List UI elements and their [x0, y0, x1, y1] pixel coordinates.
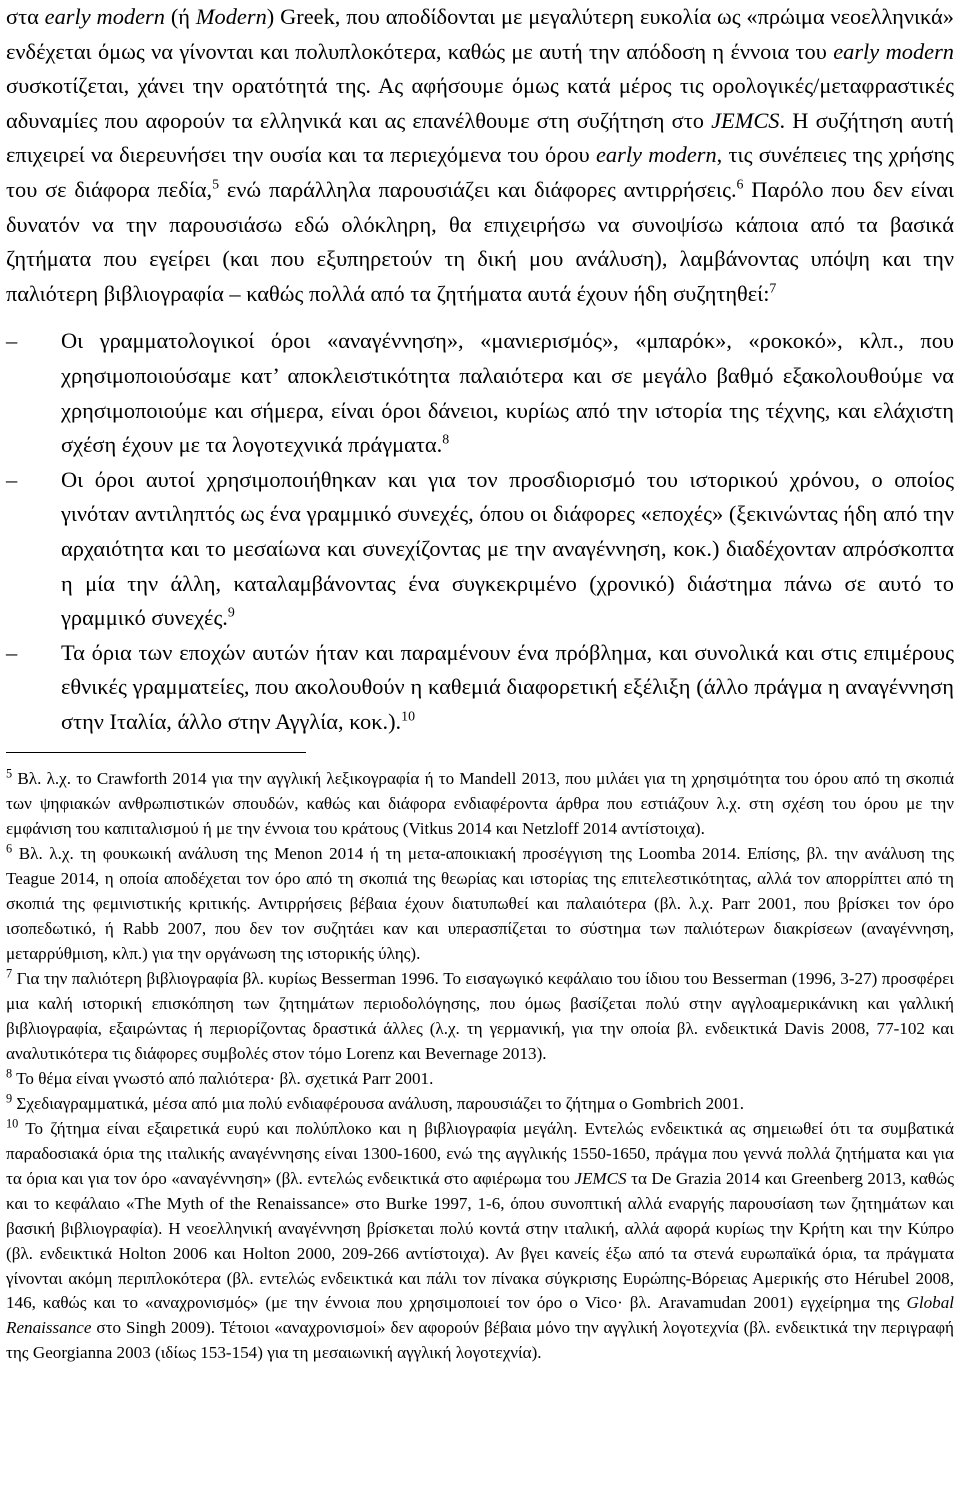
footnote-ref: 6: [736, 177, 744, 193]
text-run: Οι γραμματολογικοί όροι «αναγέννηση», «μανιερισμός», «μπαρόκ», «ροκοκό», κλπ., που χρησιμοποιούσαμε κατ’ αποκλειστικότητα παλαιότερα και σε μεγάλο βαθμό εξακολουθούμε να χρησιμοποιούμε και σήμερα, είναι όροι δάνειοι, κυρίως από την ιστορία της τέχνης, και ελάχιστη σχέση έχουν με τα λογοτεχνικά πράγματα.: [61, 328, 954, 458]
footnote-ref: 8: [6, 1066, 13, 1081]
italic-term: JEMCS: [574, 1168, 627, 1188]
italic-term: Modern: [195, 4, 267, 29]
text-run: ενώ παράλληλα παρουσιάζει και διάφορες αντιρρήσεις.: [219, 176, 737, 202]
footnote-ref: 10: [6, 1116, 19, 1131]
footnote: [6, 1067, 954, 1092]
text-run: Το ζήτημα είναι εξαιρετικά ευρύ και πολύπλοκο και η βιβλιογραφία μεγάλη. Εντελώς ενδεικτικά ας σημειωθεί ότι τα συμβατικά παραδοσιακά όρια της ιταλικής αναγέννησης είναι 1300-1600, ενώ της αγγλικής 1550-1650, πράγμα που γεννά πολλά ζητήματα και για τα όρια και για τον όρο «αναγέννηση» (βλ. εντελώς ενδεικτικά στο αφιέρωμα του: [6, 1118, 954, 1188]
list-item: [6, 636, 954, 740]
footnote-ref: 9: [227, 605, 235, 621]
list-item-text: [61, 467, 954, 630]
paragraph: [6, 0, 954, 311]
list-item-text: [61, 328, 954, 457]
footnote-ref: 8: [442, 432, 450, 448]
footnote-ref: 7: [6, 966, 13, 981]
footnote-ref: 5: [212, 177, 220, 193]
text-run: Το θέμα είναι γνωστό από παλιότερα· βλ. σχετικά Parr 2001.: [12, 1068, 434, 1088]
text-run: Τα όρια των εποχών αυτών ήταν και παραμένουν ένα πρόβλημα, και συνολικά και στις επιμέρους εθνικές γραμματείες, που ακολουθούν η καθεμιά διαφορετική εξέλιξη (άλλο πράγμα η αναγέννηση στην Ιταλία, άλλο στην Αγγλία, κοκ.).: [61, 639, 954, 734]
dash-bullet: –: [6, 328, 18, 354]
footnotes: [6, 767, 954, 1366]
text-run: (ή: [164, 4, 196, 29]
footnote-ref: 6: [6, 841, 13, 856]
list-item: [6, 463, 954, 636]
document-page: [6, 0, 954, 1366]
footnote-ref: 9: [6, 1091, 13, 1106]
italic-term: JEMCS: [711, 107, 780, 133]
footnote-ref: 5: [6, 766, 13, 781]
text-run: Για την παλιότερη βιβλιογραφία βλ. κυρίως Besserman 1996. Το εισαγωγικό κεφάλαιο του ίδιου του Besserman (1996, 3-27) προσφέρει μια καλή ιστορική επισκόπηση των ζητημάτων περιοδολόγησης, που όμως βασίζεται πολύ στην αγγλοαμερικάνικη και γαλλική βιβλιογραφία, εξαιρώντας ή περιορίζοντας δραστικά άλλες (λ.χ. τη γερμανική, για την οποία βλ. ενδεικτικά Davis 2008, 77-102 και αναλυτικότερα τις διάφορες συμβολές στον τόμο Lorenz και Bevernage 2013).: [6, 969, 954, 1063]
italic-term: early modern: [44, 4, 165, 29]
text-run: Βλ. λ.χ. τη φουκωική ανάλυση της Menon 2014 ή τη μετα-αποικιακή προσέγγιση της Loomba 2014. Επίσης, βλ. την ανάλυση της Teague 2014, η οποία αποδέχεται τον όρο από τη σκοπιά της θεωρίας και ιστορίας της επιτελεστικότητας, αλλά τον απορρίπτει από τη σκοπιά της φεμινιστικής κριτικής. Αντιρρήσεις βέβαια έχουν διατυπωθεί και παλαιότερα (βλ. λ.χ. Parr 2001, που βρίσκει τον όρο ισοπεδωτικό, ή Rabb 2007, που δεν τον συζητάει καν και υπερασπίζεται το σύστημα των παλιότερων διακρίσεων (αναγέννηση, μεταρρύθμιση, κλπ.) για την οργάνωση της ιστορικής ύλης).: [6, 844, 954, 964]
text-run: ) Greek, που αποδίδονται με μεγαλύτερη ευκολία ως «πρώιμα νεοελληνικά» ενδέχεται όμως να γίνονται και πολυπλοκότερα, καθώς με αυτή την απόδοση η έννοια του: [6, 4, 954, 64]
text-run: , τις συνέπειες της χρήσης του σε διάφορα πεδία,: [6, 142, 954, 202]
text-run: στο Singh 2009). Τέτοιοι «αναχρονισμοί» δεν αφορούν βέβαια μόνο την αγγλική λογοτεχνία (βλ. ενδεικτικά την περιγραφή της Georgianna 2003 (ιδίως 153-154) για τη μεσαιωνική αγγλική λογοτεχνία).: [6, 1318, 954, 1363]
text-run: Βλ. λ.χ. το Crawforth 2014 για την αγγλική λεξικογραφία ή το Mandell 2013, που μιλάει για τη χρησιμότητα του όρου από τη σκοπιά των ψηφιακών ανθρωπιστικών σπουδών, καθώς και διάφορα ενδιαφέροντα άρθρα που εστιάζουν λ.χ. στη σχέση του όρου με την εμφάνιση του καπιταλισμού ή με την έννοια του κράτους (Vitkus 2014 και Netzloff 2014 αντίστοιχα).: [6, 769, 954, 839]
footnote: [6, 842, 954, 967]
footnote-ref: 7: [769, 281, 777, 297]
text-run: . Η συζήτηση αυτή επιχειρεί να διερευνήσει την ουσία και τα περιεχόμενα του όρου: [6, 107, 955, 168]
text-run: συσκοτίζεται, χάνει την ορατότητά της. Ας αφήσουμε όμως κατά μέρος τις ορολογικές/μεταφραστικές αδυναμίες που αφορούν τα ελληνικά και ας επανέλθουμε στη συζήτηση στο: [6, 73, 954, 133]
text-run: Σχεδιαγραμματικά, μέσα από μια πολύ ενδιαφέρουσα ανάλυση, παρουσιάζει το ζήτημα ο Gombrich 2001.: [12, 1093, 745, 1113]
footnote: [6, 767, 954, 842]
dash-bullet: –: [6, 639, 18, 665]
text-run: Παρόλο που δεν είναι δυνατόν να την παρουσιάσω εδώ ολόκληρη, θα επιχειρήσω να συνοψίσω κάποια από τα βασικά ζητήματα που εγείρει (και που εξυπηρετούν τη δική μου ανάλυση), λαμβάνοντας υπόψη και την παλιότερη βιβλιογραφία – καθώς πολλά από τα ζητήματα αυτά έχουν ήδη συζητηθεί:: [6, 176, 955, 306]
main-text: [6, 0, 954, 739]
footnote: [6, 967, 954, 1067]
italic-term: Global Renaissance: [6, 1293, 954, 1338]
list-item-text: [61, 640, 954, 734]
italic-term: early modern: [833, 38, 954, 64]
text-run: στα: [6, 4, 45, 29]
footnote: [6, 1117, 954, 1367]
footnote-separator: [6, 752, 306, 753]
footnote: [6, 1092, 954, 1117]
list-item: [6, 324, 954, 462]
italic-term: early modern: [595, 142, 717, 168]
text-run: τα De Grazia 2014 και Greenberg 2013, καθώς και το κεφάλαιο «The Myth of the Renaissance» στο Burke 1997, 1-6, όπου συνοπτική αλλά εναργής παρουσίαση των ζητημάτων και βασική βιβλιογραφία). Η νεοελληνική αναγέννηση βρίσκεται πολύ κοντά στην ιταλική, αλλά αφορά κυρίως την Κρήτη και την Κύπρο (βλ. ενδεικτικά Holton 2006 και Holton 2000, 209-266 αντίστοιχα). Αν βγει κανείς έξω από τα στενά ευρωπαϊκά όρια, τα πράγματα γίνονται ακόμη περιπλοκότερα (βλ. εντελώς ενδεικτικά και πάλι τον πίνακα σύγκρισης Ευρώπης-Βόρειας Αμερικής στο Hérubel 2008, 146, καθώς και το «αναχρονισμός» (με την έννοια που χρησιμοποιεί τον όρο ο Vico· βλ. Aravamudan 2001) εγχείρημα της: [6, 1168, 955, 1313]
footnote-ref: 10: [401, 709, 416, 725]
bullet-list: [6, 324, 954, 739]
text-run: Οι όροι αυτοί χρησιμοποιήθηκαν και για τον προσδιορισμό του ιστορικού χρόνου, ο οποίος γινόταν αντιληπτός ως ένα γραμμικό συνεχές, όπου οι διάφορες «εποχές» (ξεκινώντας ήδη από την αρχαιότητα και το μεσαίωνα και συνεχίζοντας με την αναγέννηση, κοκ.) διαδέχονταν απρόσκοπτα η μία την άλλη, καταλαμβάνοντας ένα συγκεκριμένο (χρονικό) διάστημα πάνω σε αυτό το γραμμικό συνεχές.: [61, 466, 954, 631]
dash-bullet: –: [6, 466, 18, 492]
